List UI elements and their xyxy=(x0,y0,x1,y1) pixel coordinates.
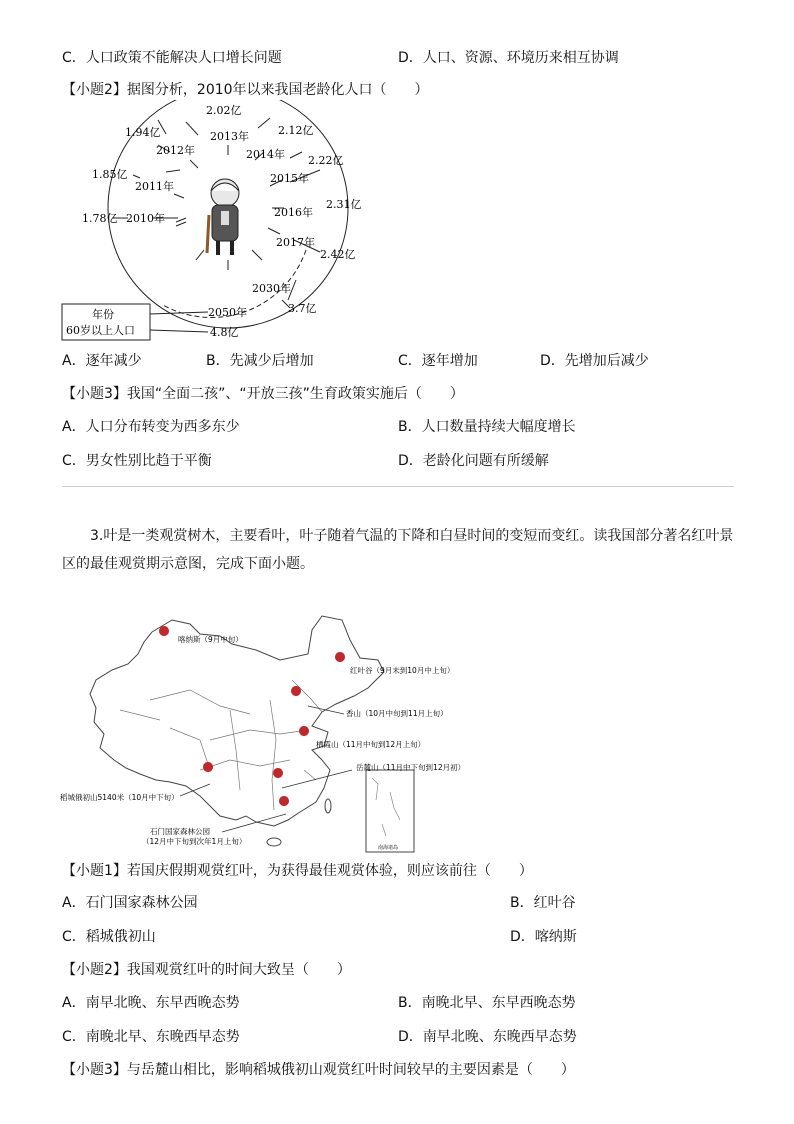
year-label: 2011年 xyxy=(135,180,174,193)
year-label: 2050年 xyxy=(208,306,247,319)
s3-q2-option-c: C．南晚北早、东晚西早态势 xyxy=(62,1029,240,1045)
year-label: 2012年 xyxy=(156,144,195,157)
year-label: 2016年 xyxy=(274,206,313,219)
s3-question-3-stem: 【小题3】与岳麓山相比，影响稻城俄初山观赏红叶时间较早的主要因素是（ ） xyxy=(62,1062,575,1078)
value-label: 2.31亿 xyxy=(326,198,362,211)
south-china-sea-inset xyxy=(366,770,414,852)
red-leaf-map xyxy=(60,610,500,855)
q3-option-c: C．男女性别比趋于平衡 xyxy=(62,453,212,469)
q3-option-d: D．老龄化问题有所缓解 xyxy=(398,453,549,469)
value-label: 3.7亿 xyxy=(288,302,317,315)
year-label: 2030年 xyxy=(252,282,291,295)
value-label: 2.02亿 xyxy=(206,104,242,117)
s3-q2-option-a: A．南早北晚、东早西晚态势 xyxy=(62,995,240,1011)
value-label: 1.78亿 xyxy=(82,212,118,225)
question-3-stem: 【小题3】我国“全面二孩”、“开放三孩”生育政策实施后（ ） xyxy=(62,386,464,402)
elderly-person-icon xyxy=(207,179,239,255)
xiangshan-label: 香山（10月中旬到11月上旬） xyxy=(346,709,448,718)
q2-option-d: D．先增加后减少 xyxy=(540,353,649,369)
daocheng-label: 稻城俄初山5140米（10月中下旬） xyxy=(60,793,179,802)
value-label: 1.94亿 xyxy=(125,126,161,139)
s3-q2-option-d: D．南早北晚、东晚西早态势 xyxy=(398,1029,577,1045)
value-label: 1.85亿 xyxy=(92,168,128,181)
q3-option-a: A．人口分布转变为西多东少 xyxy=(62,419,240,435)
question-2-stem: 【小题2】据图分析，2010年以来我国老龄化人口（ ） xyxy=(62,82,429,98)
aging-population-figure xyxy=(58,100,368,345)
yuelushan-label: 岳麓山（11月中下旬到12月初） xyxy=(356,763,466,772)
year-label: 2015年 xyxy=(270,172,309,185)
s3-question-2-stem: 【小题2】我国观赏红叶的时间大致呈（ ） xyxy=(62,962,351,978)
s3-q1-option-b: B．红叶谷 xyxy=(510,895,576,911)
year-label: 2014年 xyxy=(246,148,285,161)
legend-population: 60岁以上人口 xyxy=(66,324,135,337)
qixiashan-label: 栖霞山（11月中旬到12月上旬） xyxy=(316,740,426,749)
section-divider xyxy=(62,486,734,487)
kanas-label: 喀纳斯（9月中旬） xyxy=(178,635,243,644)
option-c-prev: C．人口政策不能解决人口增长问题 xyxy=(62,50,282,66)
year-label: 2013年 xyxy=(210,130,249,143)
year-label: 2010年 xyxy=(126,212,165,225)
section-3-intro: 3.叶是一类观赏树木，主要看叶，叶子随着气温的下降和白昼时间的变短而变红。读我国部分著名红叶景区的最佳观赏期示意图，完成下面小题。 xyxy=(62,528,734,572)
s3-q2-option-b: B．南晚北早、东早西晚态势 xyxy=(398,995,576,1011)
value-label: 2.12亿 xyxy=(278,124,314,137)
q2-option-c: C．逐年增加 xyxy=(398,353,478,369)
q2-option-a: A．逐年减少 xyxy=(62,353,142,369)
value-label: 2.22亿 xyxy=(308,154,344,167)
year-label: 2017年 xyxy=(276,236,315,249)
s3-q1-option-d: D．喀纳斯 xyxy=(510,929,577,945)
s3-question-1-stem: 【小题1】若国庆假期观赏红叶，为获得最佳观赏体验，则应该前往（ ） xyxy=(62,863,533,879)
inset-label: 南海诸岛 xyxy=(378,845,399,851)
hongyegu-label: 红叶谷（9月末到10月中上旬） xyxy=(350,666,455,675)
q3-option-b: B．人口数量持续大幅度增长 xyxy=(398,419,576,435)
value-label: 2.42亿 xyxy=(320,248,356,261)
s3-q1-option-a: A．石门国家森林公园 xyxy=(62,895,198,911)
option-d-prev: D．人口、资源、环境历来相互协调 xyxy=(398,50,619,66)
q2-option-b: B．先减少后增加 xyxy=(206,353,314,369)
shimen-label-1: 石门国家森林公园 xyxy=(150,827,210,836)
legend-year: 年份 xyxy=(92,308,114,321)
shimen-label-2: （12月中下旬到次年1月上旬） xyxy=(142,837,247,846)
s3-q1-option-c: C．稻城俄初山 xyxy=(62,929,156,945)
value-label: 4.8亿 xyxy=(210,326,239,339)
